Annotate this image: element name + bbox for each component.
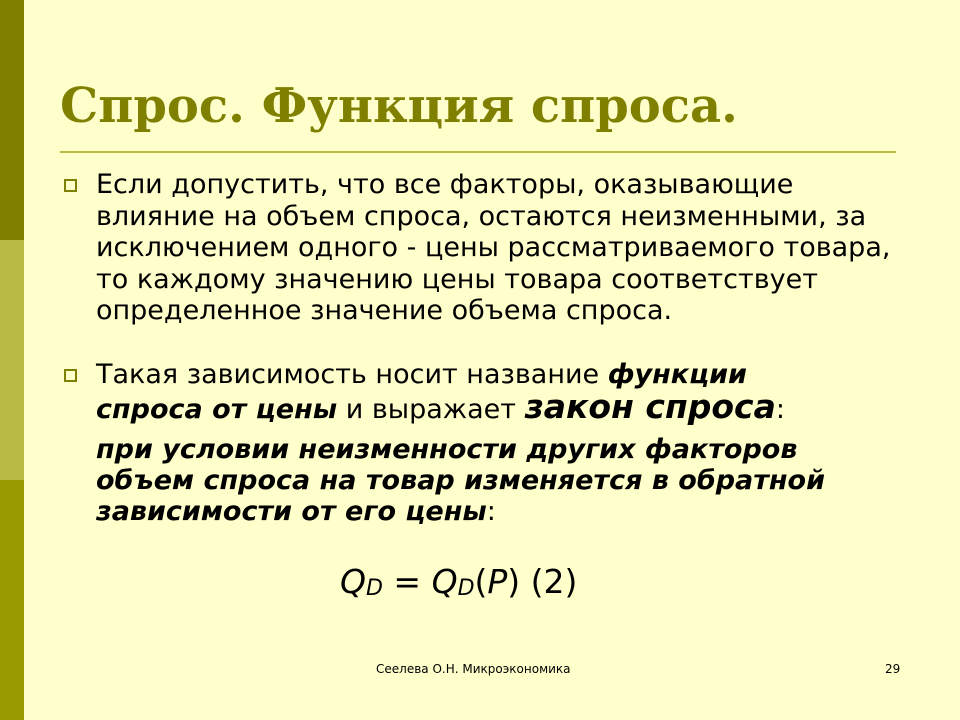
bullet2-text-end: : [775,393,785,425]
bullet-square-icon [64,369,77,382]
law-statement [96,434,896,527]
bullet2-emphasis-law: закон спроса [524,386,776,426]
side-bar-bottom [0,480,24,720]
bullet-text-2 [96,359,916,425]
demand-formula [340,562,577,601]
bullet2-text-before: Такая зависимость носит название [96,359,608,390]
page-number: 29 [885,662,901,676]
formula-p: P [487,562,508,601]
formula-open: ( [474,562,488,601]
formula-q2: $Q_D$ [431,562,475,601]
title-underline [60,151,896,153]
side-bar-top [0,0,24,240]
bullet2-text-mid: и выражает [337,393,525,425]
footer-text: Сеелева О.Н. Микроэкономика [376,662,571,676]
formula-close: ) (2) [507,562,578,601]
formula-q1: $Q_D$ [340,562,383,601]
bullet2-emphasis-function-b: спроса от цены [96,393,338,425]
bullet2-emphasis-function-a: функции [607,359,747,390]
law-text: при условии неизменности других факторов объем спроса на товар изменяется в обратной зависимости от его цены [96,434,826,527]
slide-title: Спрос. Функция спроса. [60,78,738,134]
formula-equals: = [382,562,432,601]
bullet-text-1: Если допустить, что все факторы, оказывающие влияние на объем спроса, остаются неизменными, за исключением одного - цены рассматриваемого товара, то каждому значению цены товара соответствует определенное значение объема спроса. [96,169,891,326]
law-end: : [486,496,496,527]
side-bar-middle [0,240,24,480]
bullet-square-icon [64,179,77,192]
